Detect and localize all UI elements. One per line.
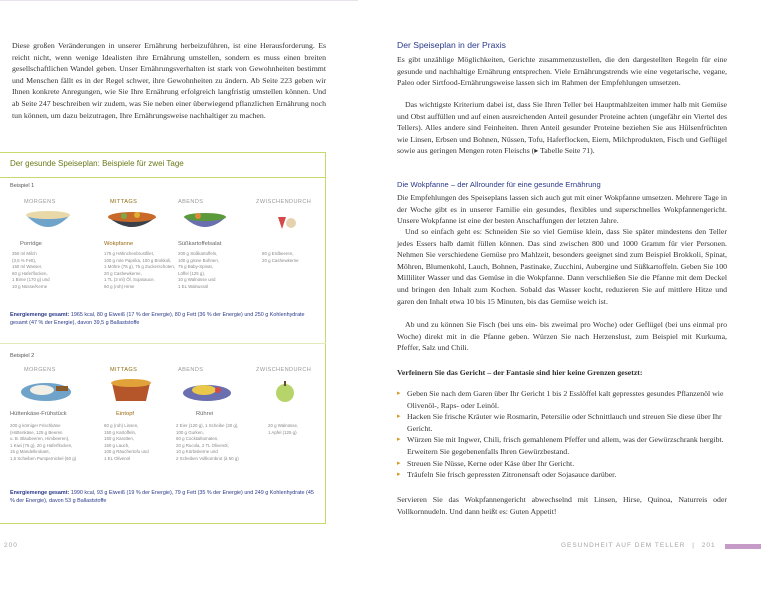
day2-ingredients-snack: 20 g Walnüsse, 1 Apfel (125 g) — [268, 423, 299, 435]
day2-energy-label: Energiemenge gesamt: — [10, 490, 70, 496]
porridge-bowl-icon — [22, 209, 74, 235]
day1-col-evening: ABENDS — [178, 199, 204, 205]
refine-heading: Verfeinern Sie das Gericht – der Fantasie sind hier keine Grenzen gesetzt: — [397, 368, 643, 377]
day1-energy-label: Energiemenge gesamt: — [10, 312, 70, 318]
wok-pan-icon — [104, 209, 160, 235]
box-title: Der gesunde Speiseplan: Beispiele für zwei Tage — [10, 159, 184, 168]
day2-col-morning: MORGENS — [24, 367, 56, 373]
day1-label: Beispiel 1 — [10, 183, 35, 189]
right-page-number: 201 — [701, 542, 716, 549]
list-item: ▸ Träufeln Sie frisch gepressten Zitronensaft oder Sojasauce darüber. — [397, 469, 727, 481]
day1-ingredients-noon: 175 g Hähnchenbrustfilet, 100 g rote Paprika, 100 g Brokkoli, 1 Möhre (75 g), 75 g Zuckerschoten, 20 g Cashewkerne, 1 TL (3 ml) Öl, Sojasauce, 60 g (roh) Hirse — [104, 251, 176, 289]
day1-col-snack: ZWISCHENDURCH — [256, 199, 312, 205]
day2-label: Beispiel 2 — [10, 353, 35, 359]
folio-color-bar — [725, 544, 761, 549]
paragraph-serving: Servieren Sie das Wokpfannengericht abwechselnd mit Linsen, Hirse, Quinoa, Naturreis oder Vollkornnudeln. Und dann heißt es: Guten Appetit! — [397, 495, 727, 516]
day1-energy-text: 1965 kcal, 80 g Eiweiß (17 % der Energie), 80 g Fett (36 % der Energie) und 250 g Kohlenhydrate gesamt (47 % der Energie), davon 39,5 g Ballaststoffe — [10, 312, 305, 326]
day2-ingredients-evening: 2 Eier (120 g), 1 Scheibe (30 g), 100 g Gurken, 60 g Cocktailtomaten, 20 g Rucola, 2 TL Olivenöl, 10 g Kürbiskerne und 2 Scheiben Vollkornbrot (à 50 g) — [176, 423, 239, 461]
intro-paragraph: Diese großen Veränderungen in unserer Ernährung herbeizuführen, ist eine Herausforderung. Es reicht nicht, wenn wenige Idealisten ihre Ernährung umstellen, sondern es muss einen breiten gesellschaftlichen Wandel geben. Unser Ernährungsverhalten ist stark von Gewohnheiten bestimmt und Menschen fällt es in der Regel schwer, ihre Gewohnheiten zu ändern. Ab Seite 223 geben wir Ihnen konkrete Anregungen, wie Sie Ihre Ernährung erfolgreich langfristig umstellen können. Und ab Seite 247 beschreiben wir zudem, was Sie neben einer überwiegend pflanzlichen Ernährung noch tun können, um dazu beizutragen, Ihre Ernährungsweise nachhaltiger zu machen. — [12, 41, 326, 120]
scrambled-eggs-plate-icon — [180, 379, 234, 403]
paragraph-meal-plan: Es gibt unzählige Möglichkeiten, Gerichte zusammenzustellen, die den dargestellten Regeln für eine gesunde und nachhaltige Ernährung entsprechen. Viele Ernährungstrends wie eine vegetarische, vegane, Paleo oder Sirtfood-Ernährungsweise lassen sich im Rahmen der Empfehlungen umsetzen. — [397, 55, 727, 88]
day2-dish-evening: Rührei — [196, 411, 214, 417]
day2-ingredients-morning: 200 g körniger Frischkäse (Hüttenkäse, 125 g Beeren u. B. Blaubeeren, Himbeeren), 1 Kiwi (75 g), 20 g Haferflocken, 15 g Mandelkrokant, 1,5 Scheiben Pumpernickel (60 g) — [10, 423, 77, 461]
apple-walnut-icon — [272, 377, 298, 405]
day2-energy-text: 1990 kcal, 93 g Eiweiß (19 % der Energie), 79 g Fett (35 % der Energie) und 249 g Kohlenhydrate (45 % der Energie), davon 53 g Ballaststoffe — [10, 490, 314, 504]
right-page — [381, 0, 761, 608]
refine-bullet-list — [397, 388, 727, 481]
day1-ingredients-morning: 350 ml Milch (3,5 % Fett), 150 ml Wasser, 60 g Haferflocken, 1 Birne (170 g) und 10 g Nüsse/Kerne — [12, 251, 50, 289]
day2-dish-morning: Hüttenkäse-Frühstück — [10, 411, 67, 417]
day2-col-noon: MITTAGS — [110, 367, 138, 373]
day2-col-evening: ABENDS — [178, 367, 204, 373]
day1-dish-evening: Süßkartoffelsalat — [178, 241, 222, 247]
day-separator — [0, 343, 326, 344]
section-heading-meal-plan: Der Speiseplan in der Praxis — [397, 40, 506, 50]
day2-energy — [10, 489, 316, 505]
list-item: ▸ Geben Sie nach dem Garen über Ihr Gericht 1 bis 2 Esslöffel kalt gepresstes gesundes Pflanzenöl wie Olivenöl-, Raps- oder Leinöl. — [397, 388, 727, 411]
day1-dish-morning: Porridge — [20, 241, 42, 247]
list-item: ▸ Hacken Sie frische Kräuter wie Rosmarin, Petersilie oder Schnittlauch und streuen Sie diese über Ihr Gericht. — [397, 411, 727, 434]
stew-pot-icon — [106, 377, 156, 405]
running-footer-separator: | — [692, 542, 695, 549]
day1-ingredients-evening: 200 g Süßkartoffeln, 100 g grüne Bohnen, 75 g Baby-Spinat, Löffel (125 g), 10 g Walnüsse und 1 EL Walnussöl — [178, 251, 220, 289]
paragraph-wok-intro: Die Empfehlungen des Speiseplans lassen sich auch gut mit einer Wokpfanne umsetzen. Mehrere Tage in der Woche gibt es in unserer Familie ein gesundes, flexibles und superschnelles Wokpfannengericht. Unsere Wokpfanne ist eine der besten Anschaffungen der letzten Jahre. — [397, 193, 727, 226]
section-heading-wok: Die Wokpfanne – der Allrounder für eine gesunde Ernährung — [397, 180, 601, 189]
list-item: ▸ Würzen Sie mit Ingwer, Chili, frisch gemahlenem Pfeffer und allem, was der Gewürzschrank hergibt. Erweitern Sie gegebenenfalls Ihren Gewürzbestand. — [397, 434, 727, 457]
left-footer-rule — [0, 0, 358, 1]
day1-ingredients-snack: 80 g Erdbeeren, 20 g Cashewkerne — [262, 251, 299, 263]
cottage-cheese-plate-icon — [18, 379, 74, 405]
list-item: ▸ Streuen Sie Nüsse, Kerne oder Käse über Ihr Gericht. — [397, 458, 727, 470]
running-footer — [561, 542, 716, 549]
day1-energy — [10, 311, 316, 327]
paragraph-wok-how: Und so einfach geht es: Schneiden Sie so viel Gemüse klein, dass Sie später mindestens den Teller jedes Essers halb damit füllen können. Das sind zwischen 800 und 1000 Gramm für vier Personen. Nehmen Sie verschiedene Gemüse pro Mahlzeit, besonders geeignet sind zum Beispiel Brokkoli, Spinat, Möhren, Blumenkohl, Lauch, Bohnen, Pastinake, Zucchini, Aubergine und Süßkartoffeln. Geben Sie 100 Milliliter Wasser und das Gemüse in die Wokpfanne. Dann verschließen Sie die Pfanne mit dem Deckel und bringen den Inhalt zum Kochen. Sobald das Wasser kocht, reduzieren Sie auf mittlere Hitze und garen den Inhalt etwa 10 bis 15 Minuten, bis das Gemüse weich ist. — [397, 227, 727, 306]
meal-plan-box — [0, 152, 326, 524]
sweet-potato-salad-icon — [180, 211, 230, 233]
day2-ingredients-noon: 60 g (roh) Linsen, 150 g Kartoffeln, 150 g Karotten, 150 g Lauch, 100 g Räuchertofu und 1 EL Olivenöl — [104, 423, 149, 461]
day1-col-morning: MORGENS — [24, 199, 56, 205]
box-divider — [0, 177, 326, 178]
day1-dish-noon: Wokpfanne — [104, 241, 134, 247]
day1-col-noon: MITTAGS — [110, 199, 138, 205]
running-footer-title: GESUNDHEIT AUF DEM TELLER — [561, 542, 686, 549]
day2-dish-noon: Eintopf — [116, 411, 135, 417]
paragraph-plate-rule: Das wichtigste Kriterium dabei ist, dass Sie Ihren Teller bei Hauptmahlzeiten immer halb mit Gemüse und Obst auffüllen und auf einen ausreichenden Anteil gesunder Proteine achten (ungefähr ein Viertel des Tellers). Alles andere sind Feinheiten. Ihren Anteil gesunder Proteine beziehen Sie aus Hülsenfrüchten wie Linsen, Erbsen und Bohnen, Nüssen, Tofu, Haferflocken, Eiern, Milchprodukten, Fisch und Geflügel sowie aus geringen Mengen roten Fleischs (▸ Tabelle Seite 71). — [397, 100, 727, 156]
day2-col-snack: ZWISCHENDURCH — [256, 367, 312, 373]
strawberries-icon — [272, 209, 298, 235]
left-page — [0, 0, 380, 608]
left-page-number: 200 — [4, 542, 18, 549]
paragraph-wok-fish: Ab und zu können Sie Fisch (bei uns ein- bis zweimal pro Woche) oder Geflügel (bei uns einmal pro Woche) direkt mit in die Pfanne geben. Würzen Sie nach Herzenslust, zum Beispiel mit Kurkuma, Pfeffer, Salz und Chili. — [397, 320, 727, 353]
